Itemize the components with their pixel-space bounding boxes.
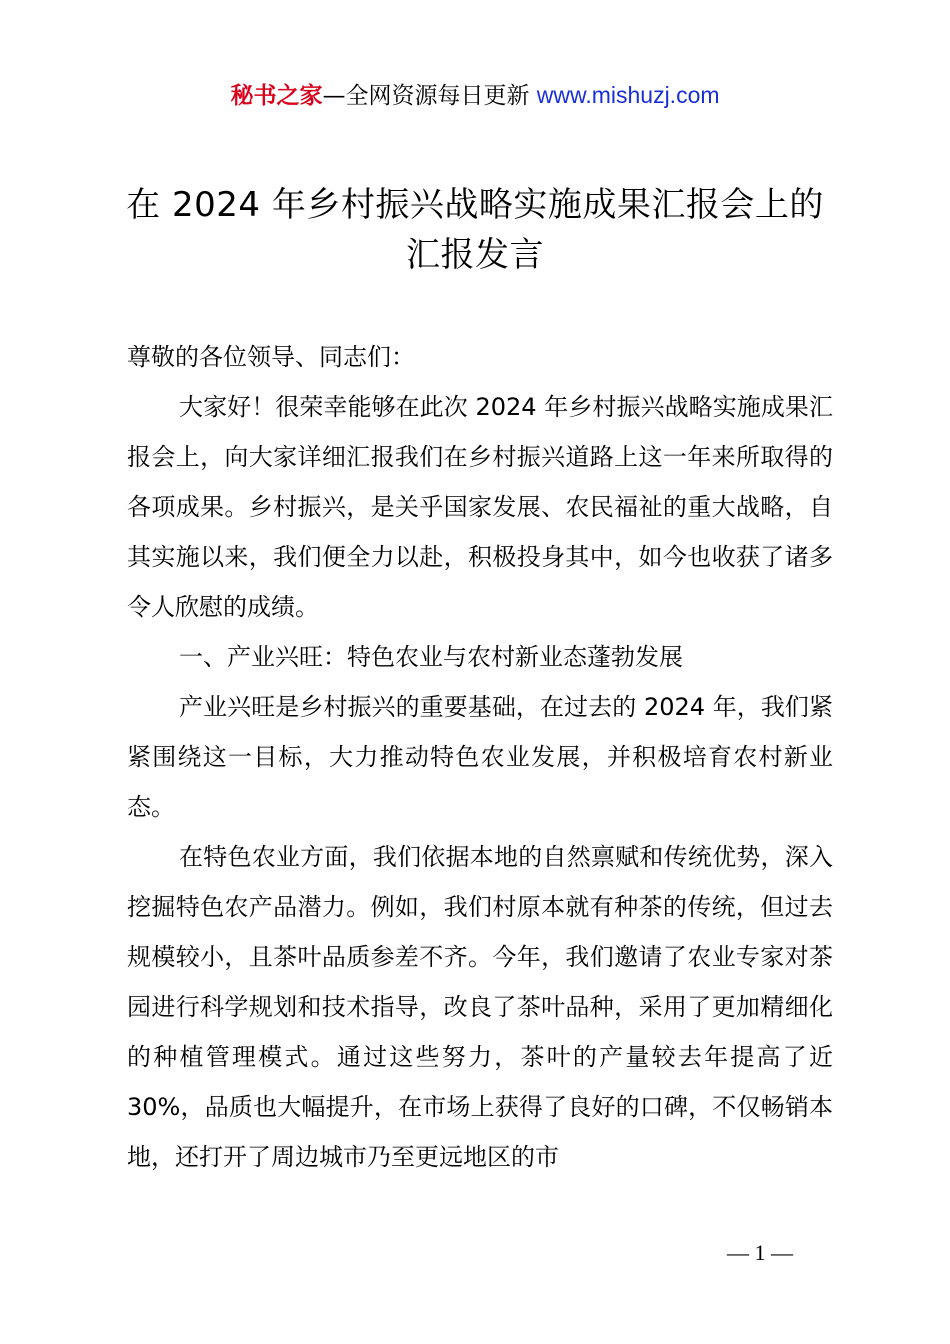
paragraph-industry: 产业兴旺是乡村振兴的重要基础，在过去的 2024 年，我们紧紧围绕这一目标，大力推动特色农业发展，并积极培育农村新业态。 <box>127 693 833 821</box>
site-header <box>0 78 950 113</box>
title-line-1: 在 2024 年乡村振兴战略实施成果汇报会上的 <box>126 185 824 225</box>
document-title <box>100 180 850 280</box>
salutation: 尊敬的各位领导、同志们： <box>127 343 415 371</box>
site-url-link[interactable]: www.mishuzj.com <box>536 82 720 108</box>
brand-name: 秘书之家 <box>230 83 323 109</box>
paragraph-agriculture: 在特色农业方面，我们依据本地的自然禀赋和传统优势，深入挖掘特色农产品潜力。例如，我们村原本就有种茶的传统，但过去规模较小，且茶叶品质参差不齐。今年，我们邀请了农业专家对茶园进行科学规划和技术指导，改良了茶叶品种，采用了更加精细化的种植管理模式。通过这些努力，茶叶的产量较去年提高了近 30%，品质也大幅提升，在市场上获得了良好的口碑，不仅畅销本地，还打开了周边城市乃至更远地区的市 <box>127 843 833 1171</box>
document-body <box>127 332 833 1182</box>
header-tagline: —全网资源每日更新 <box>322 83 537 109</box>
paragraph-intro: 大家好！很荣幸能够在此次 2024 年乡村振兴战略实施成果汇报会上，向大家详细汇报我们在乡村振兴道路上这一年来所取得的各项成果。乡村振兴，是关乎国家发展、农民福祉的重大战略，自其实施以来，我们便全力以赴，积极投身其中，如今也收获了诸多令人欣慰的成绩。 <box>127 393 833 621</box>
title-line-2: 汇报发言 <box>406 235 544 275</box>
section-heading-1: 一、产业兴旺：特色农业与农村新业态蓬勃发展 <box>179 643 683 671</box>
page-number: — 1 — <box>727 1240 793 1265</box>
